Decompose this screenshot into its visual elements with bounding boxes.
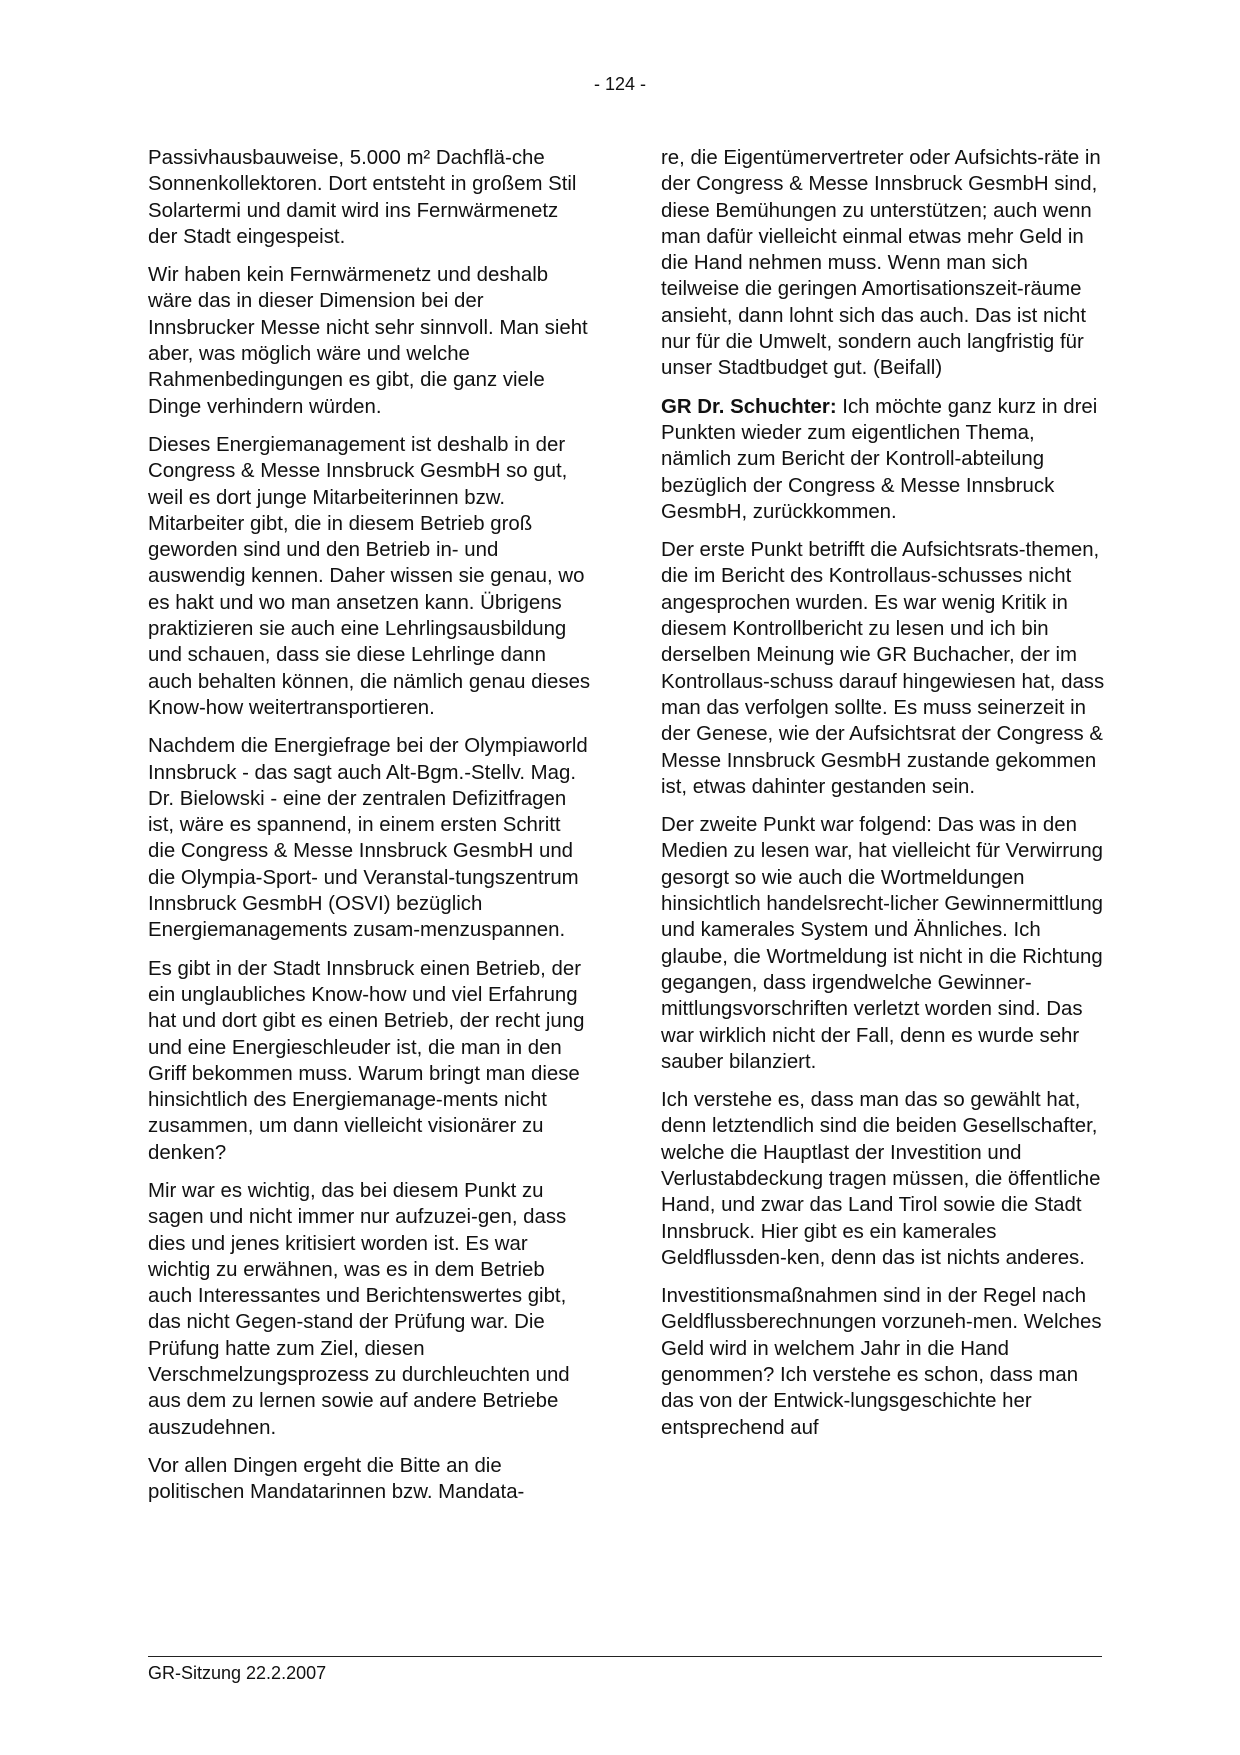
right-column <box>661 145 1106 1453</box>
paragraph <box>661 812 1106 1075</box>
paragraph-text: Ich verstehe es, dass man das so gewählt hat, denn letztendlich sind die beiden Gesellschafter, welche die Hauptlast der Investition und Verlustabdeckung tragen müssen, die öffentliche Hand, und zwar das Land Tirol sowie die Stadt Innsbruck. Hier gibt es ein kamerales Geldflussden-ken, denn das ist nichts anderes. <box>661 1089 1101 1269</box>
speaker-name: GR Dr. Schuchter: <box>661 395 837 418</box>
paragraph-text: Ich möchte ganz kurz in drei Punkten wieder zum eigentlichen Thema, nämlich zum Bericht der Kontroll-abteilung bezüglich der Congress & Messe Innsbruck GesmbH, zurückkommen. <box>661 395 1098 523</box>
paragraph <box>148 733 593 943</box>
paragraph-text: re, die Eigentümervertreter oder Aufsichts-räte in der Congress & Messe Innsbruck GesmbH sind, diese Bemühungen zu unterstützen; auch wenn man dafür vielleicht einmal etwas mehr Geld in die Hand nehmen muss. Wenn man sich teilweise die geringen Amortisationszeit-räume ansieht, dann lohnt sich das auch. Das ist nicht nur für die Umwelt, sondern auch langfristig für unser Stadtbudget gut. (Beifall) <box>661 147 1101 380</box>
paragraph <box>148 1453 593 1506</box>
paragraph <box>148 956 593 1166</box>
paragraph-text: Wir haben kein Fernwärmenetz und deshalb wäre das in dieser Dimension bei der Innsbrucker Messe nicht sehr sinnvoll. Man sieht aber, was möglich wäre und welche Rahmenbedingungen es gibt, die ganz viele Dinge verhindern würden. <box>148 264 588 418</box>
paragraph <box>661 145 1106 382</box>
footer-session-date: GR-Sitzung 22.2.2007 <box>148 1663 327 1683</box>
paragraph <box>661 537 1106 800</box>
paragraph <box>661 1283 1106 1441</box>
paragraph-text: Der erste Punkt betrifft die Aufsichtsrats-themen, die im Bericht des Kontrollaus-schusses nicht angesprochen wurden. Es war wenig Kritik in diesem Kontrollbericht zu lesen und ich bin derselben Meinung wie GR Buchacher, der im Kontrollaus-schuss darauf hingewiesen hat, dass man das verfolgen sollte. Es muss seinerzeit in der Genese, wie der Aufsichtsrat der Congress & Messe Innsbruck GesmbH zustande gekommen ist, etwas dahinter gestanden sein. <box>661 539 1105 798</box>
paragraph-text: Mir war es wichtig, das bei diesem Punkt zu sagen und nicht immer nur aufzuzei-gen, dass dies und jenes kritisiert worden ist. Es war wichtig zu erwähnen, was es in dem Betrieb auch Interessantes und Berichtenswertes gibt, das nicht Gegen-stand der Prüfung war. Die Prüfung hatte zum Ziel, diesen Verschmelzungsprozess zu durchleuchten und aus dem zu lernen sowie auf andere Betriebe auszudehnen. <box>148 1179 570 1439</box>
paragraph <box>661 1087 1106 1271</box>
paragraph <box>661 394 1106 525</box>
paragraph <box>148 432 593 721</box>
footer-divider <box>148 1656 1102 1657</box>
paragraph-text: Investitionsmaßnahmen sind in der Regel nach Geldflussberechnungen vorzuneh-men. Welches Geld wird in welchem Jahr in die Hand genommen? Ich verstehe es schon, dass man das von der Entwick-lungsgeschichte her entsprechend auf <box>661 1285 1102 1439</box>
paragraph-text: Vor allen Dingen ergeht die Bitte an die politischen Mandatarinnen bzw. Mandata- <box>148 1454 525 1504</box>
paragraph-text: Der zweite Punkt war folgend: Das was in den Medien zu lesen war, hat vielleicht für Verwirrung gesorgt so wie auch die Wortmeldungen hinsichtlich handelsrecht-licher Gewinnermittlung und kamerales System und Ähnliches. Ich glaube, die Wortmeldung ist nicht in die Richtung gegangen, dass irgendwelche Gewinner-mittlungsvorschriften verletzt worden sind. Das war wirklich nicht der Fall, denn es wurde sehr sauber bilanziert. <box>661 814 1104 1073</box>
paragraph-text: Dieses Energiemanagement ist deshalb in der Congress & Messe Innsbruck GesmbH so gut, weil es dort junge Mitarbeiterinnen bzw. Mitarbeiter gibt, die in diesem Betrieb groß geworden sind und den Betrieb in- und auswendig kennen. Daher wissen sie genau, wo es hakt und wo man ansetzen kann. Übrigens praktizieren sie auch eine Lehrlingsausbildung und schauen, dass sie diese Lehrlinge dann auch behalten können, die nämlich genau dieses Know-how weitertransportieren. <box>148 433 591 719</box>
paragraph-text: Passivhausbauweise, 5.000 m² Dachflä-che Sonnenkollektoren. Dort entsteht in großem Stil Solartermi und damit wird ins Fernwärmenetz der Stadt eingespeist. <box>148 147 577 248</box>
paragraph-text: Es gibt in der Stadt Innsbruck einen Betrieb, der ein unglaubliches Know-how und viel Erfahrung hat und dort gibt es einen Betrieb, der recht jung und eine Energieschleuder ist, die man in den Griff bekommen muss. Warum bringt man diese hinsichtlich des Energiemanage-ments nicht zusammen, um dann vielleicht visionärer zu denken? <box>148 957 585 1164</box>
paragraph-text: Nachdem die Energiefrage bei der Olympiaworld Innsbruck - das sagt auch Alt-Bgm.-Stellv. Mag. Dr. Bielowski - eine der zentralen Defizitfragen ist, wäre es spannend, in einem ersten Schritt die Congress & Messe Innsbruck GesmbH und die Olympia-Sport- und Veranstal-tungszentrum Innsbruck GesmbH (OSVI) bezüglich Energiemanagements zusam-menzuspannen. <box>148 735 588 942</box>
paragraph <box>148 145 593 250</box>
page-number: - 124 - <box>593 74 647 94</box>
left-column <box>148 145 593 1518</box>
paragraph <box>148 262 593 420</box>
paragraph <box>148 1178 593 1441</box>
